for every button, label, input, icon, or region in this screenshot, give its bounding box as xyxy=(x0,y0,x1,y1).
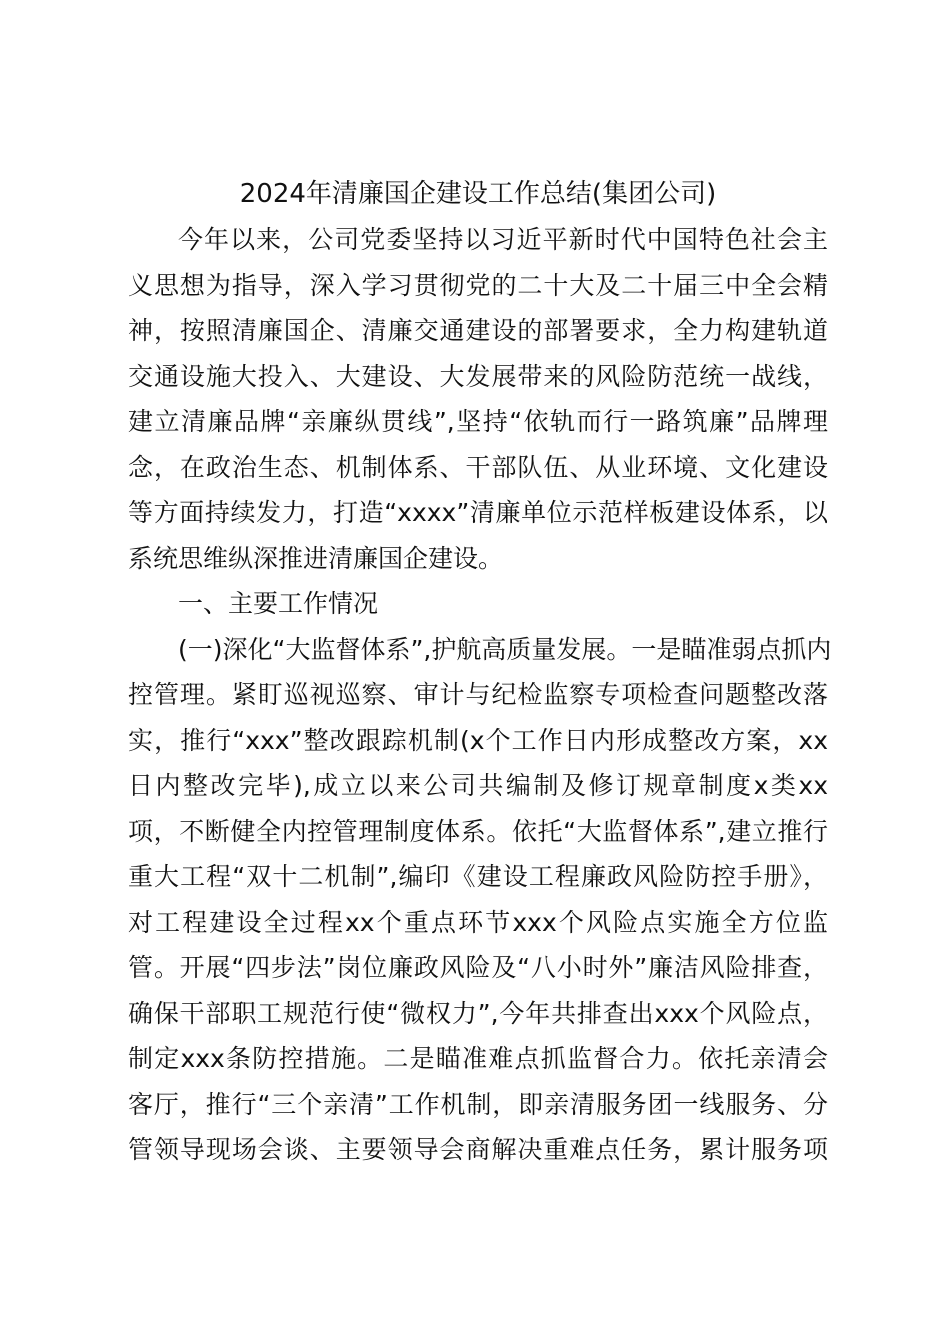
text-line: 管。开展“四步法”岗位廉政风险及“八小时外”廉洁风险排查， xyxy=(128,953,828,982)
text-line: 等方面持续发力，打造“xxxx”清廉单位示范样板建设体系，以 xyxy=(128,498,828,527)
text-line: 义思想为指导，深入学习贯彻党的二十大及二十届三中全会精 xyxy=(128,270,828,300)
heading-text: 一、主要工作情况 xyxy=(178,589,379,618)
text-line: 项，不断健全内控管理制度体系。依托“大监督体系”,建立推行 xyxy=(128,816,828,846)
text-line: 对工程建设全过程xx个重点环节xxx个风险点实施全方位监 xyxy=(128,907,828,937)
paragraph-section-1 xyxy=(128,627,832,1173)
text-line: 今年以来，公司党委坚持以习近平新时代中国特色社会主 xyxy=(178,225,828,254)
text-line: 念，在政治生态、机制体系、干部队伍、从业环境、文化建设 xyxy=(128,452,828,482)
text-line: 建立清廉品牌“亲廉纵贯线”,坚持“依轨而行一路筑廉”品牌理 xyxy=(128,407,828,436)
document-body xyxy=(128,172,832,1173)
paragraph-intro xyxy=(128,217,828,581)
text-line: 重大工程“双十二机制”,编印《建设工程廉政风险防控手册》， xyxy=(128,862,828,891)
text-line: 控管理。紧盯巡视巡察、审计与纪检监察专项检查问题整改落 xyxy=(128,680,828,709)
text-line: 交通设施大投入、大建设、大发展带来的风险防范统一战线， xyxy=(128,361,828,391)
text-line: 系统思维纵深推进清廉国企建设。 xyxy=(128,543,504,573)
text-line: 神，按照清廉国企、清廉交通建设的部署要求，全力构建轨道 xyxy=(128,316,828,345)
text-line: (一)深化“大监督体系”,护航高质量发展。一是瞄准弱点抓内 xyxy=(178,634,832,664)
text-line: 制定xxx条防控措施。二是瞄准难点抓监督合力。依托亲清会 xyxy=(128,1044,828,1073)
section-heading xyxy=(128,581,828,627)
text-line: 确保干部职工规范行使“微权力”,今年共排查出xxx个风险点， xyxy=(128,998,828,1028)
text-line: 客厅，推行“三个亲清”工作机制，即亲清服务团一线服务、分 xyxy=(128,1089,828,1119)
text-line: 管领导现场会谈、主要领导会商解决重难点任务，累计服务项 xyxy=(128,1135,828,1164)
text-line: 实，推行“xxx”整改跟踪机制(x个工作日内形成整改方案，xx xyxy=(128,725,828,755)
text-line: 日内整改完毕),成立以来公司共编制及修订规章制度x类xx xyxy=(128,771,828,800)
document-title: 2024年清廉国企建设工作总结(集团公司) xyxy=(239,179,717,209)
